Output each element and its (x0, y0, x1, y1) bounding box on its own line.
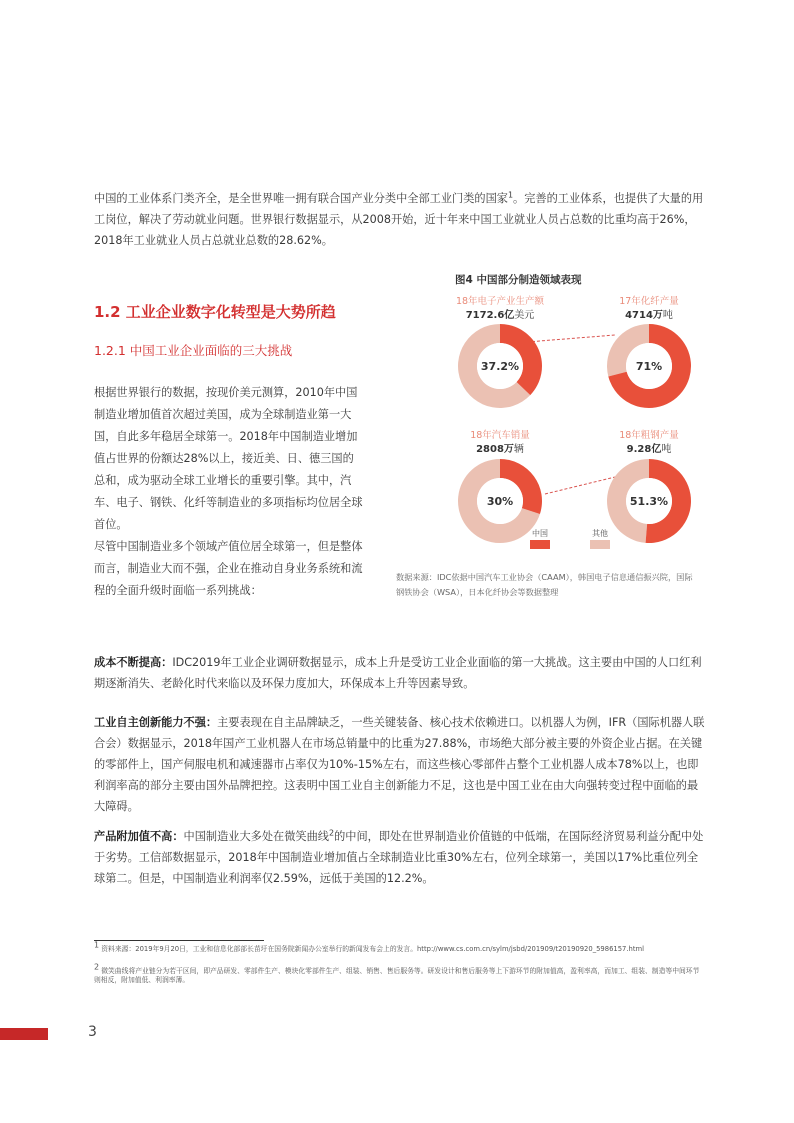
footnote-ref-2[interactable]: 2 (328, 828, 335, 838)
page-accent-bar (0, 1028, 48, 1040)
legend-label-china: 中国 (532, 529, 548, 538)
pie-percent-label: 30% (486, 495, 514, 508)
intro-paragraph: 中国的工业体系门类齐全，是全世界唯一拥有联合国产业分类中全部工业门类的国家$^1$。完善的工业体系，也提供了大量的用工岗位，解决了劳动就业问题。世界银行数据显示，从2008开始，近十年来中国工业就业人员占总数的比重均高于26%，2018年工业就业人员占总就业总数的28.62%。 (94, 190, 704, 247)
pie-title-label: 17年化纤产量 (619, 296, 679, 307)
pie-percent-label: 51.3% (629, 495, 669, 508)
connector-line (527, 335, 615, 342)
connector-line (545, 477, 615, 494)
footnote-2: $^2$ 微笑曲线将产业链分为若干区间，即产品研发、零部件生产、模块化零部件生产、组装、销售、售后服务等。研发设计和售后服务等上下游环节的附加值高，盈利率高，而加工、组装、制造等中间环节则相反，附加值低、利润率薄。 (94, 962, 700, 984)
left-paragraph-1: 根据世界银行的数据，按现价美元测算，2010年中国制造业增加值首次超过美国，成为全球制造业第一大国，自此多年稳居全球第一。2018年中国制造业增加值占世界的份额达28%以上，接近美、日、德三国的总和，成为驱动全球工业增长的重要引擎。其中，汽车、电子、钢铁、化纤等制造业的多项指标均位居全球首位。 (94, 386, 363, 531)
legend-swatch-china (530, 540, 550, 549)
pie-title-label: 18年粗钢产量 (619, 430, 679, 441)
footnote-1: $^1$ 资料来源：2019年9月20日，工业和信息化部部长苗圩在国务院新闻办公室举行的新闻发布会上的发言。http://www.cs.com.cn/sylm/jsbd/201909/t20190920_5986157.html (94, 940, 645, 953)
pie-value-label: 7172.6亿美元 (465, 310, 535, 321)
footnote-ref-1[interactable]: 1 (507, 190, 514, 200)
challenge-innovation: 工业自主创新能力不强：主要表现在自主品牌缺乏，一些关键装备、核心技术依赖进口。以机器人为例，IFR（国际机器人联合会）数据显示，2018年国产工业机器人在市场总销量中的比重为27.88%，市场绝大部分被主要的外资企业占据。在关键的零部件上，国产伺服电机和减速器市占率仅为10%-15%左右，而这些核心零部件占整个工业机器人成本78%以上，也即利润率高的部分主要由国外品牌把控。这表明中国工业自主创新能力不足，这也是中国工业在由大向强转变过程中面临的最大障碍。 (94, 716, 705, 813)
pie-value-label: 2808万辆 (476, 444, 524, 455)
subsection-heading: 1.2.1 中国工业企业面临的三大挑战 (94, 343, 293, 358)
left-paragraph-2: 尽管中国制造业多个领域产值位居全球第一，但是整体而言，制造业大而不强，企业在推动自身业务系统和流程的全面升级时面临一系列挑战： (94, 540, 363, 597)
page-number: 3 (88, 1024, 97, 1040)
pie-value-label: 9.28亿吨 (626, 444, 672, 455)
figure-title: 图4 中国部分制造领域表现 (455, 274, 582, 286)
legend-label-other: 其他 (592, 529, 608, 538)
pie-title-label: 18年汽车销量 (470, 430, 530, 441)
pie-title-label: 18年电子产业生产额 (455, 296, 545, 307)
challenge-value-add: 产品附加值不高：中国制造业大多处在微笑曲线$^2$的中间，即处在世界制造业价值链的中低端，在国际经济贸易利益分配中处于劣势。工信部数据显示，2018年中国制造业增加值占全球制造业比重30%左右，位列全球第一，美国以17%比重位列全球第二。但是，中国制造业利润率仅2.59%，远低于美国的12.2%。 (94, 828, 704, 885)
legend-swatch-other (590, 540, 610, 549)
figure-source: 数据来源：IDC依据中国汽车工业协会（CAAM），韩国电子信息通信振兴院，国际钢铁协会（WSA），日本化纤协会等数据整理 (396, 572, 693, 597)
pie-value-label: 4714万吨 (625, 310, 673, 321)
footnote-divider (94, 940, 264, 941)
challenge-cost: 成本不断提高：IDC2019年工业企业调研数据显示，成本上升是受访工业企业面临的第一大挑战。这主要由中国的人口红利期逐渐消失、老龄化时代来临以及环保力度加大，环保成本上升等因素导致。 (94, 656, 702, 690)
section-heading: 1.2 工业企业数字化转型是大势所趋 (94, 303, 336, 321)
pie-charts-figure (390, 290, 710, 570)
pie-percent-label: 71% (635, 360, 663, 373)
pie-percent-label: 37.2% (480, 360, 520, 373)
